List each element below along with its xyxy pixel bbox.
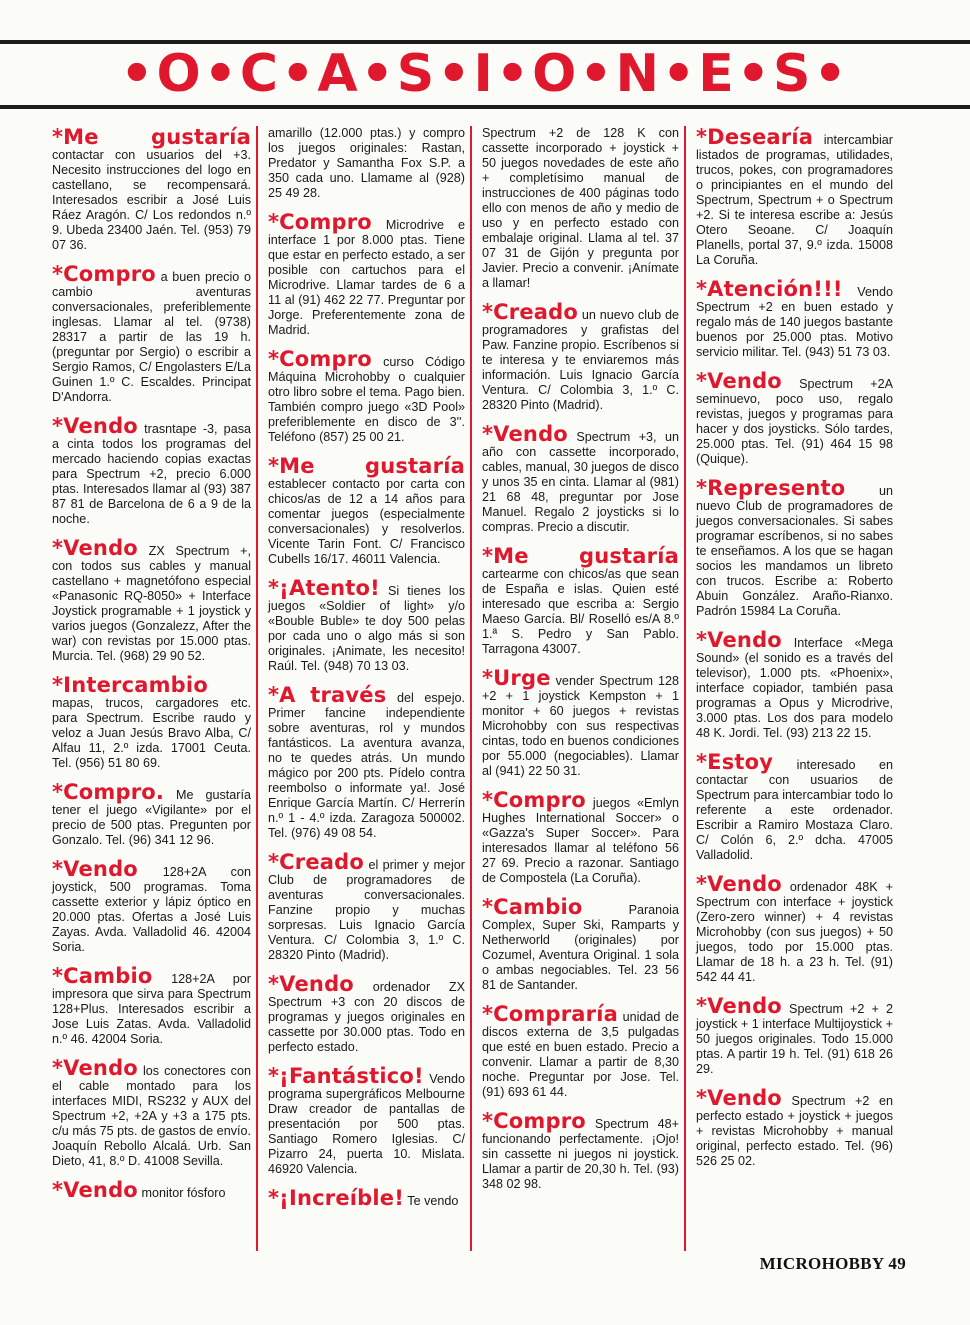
ad-text: un nuevo Club de programadores de juegos conversacionales. Si sabes programar escríbenos, si no sabes te enseñamos. A los que se hagan socios les mandamos un libreto con trucos. Escribe a: Roberto Abuin González. Araño-Rianxo. Padrón 15984 La Coruña. [696, 484, 893, 618]
classified-ad [482, 423, 679, 535]
classified-ad [482, 1003, 679, 1100]
classified-ad [268, 973, 465, 1055]
ad-keyword: *Vendo [696, 872, 782, 896]
ad-keyword: *Compro [268, 210, 372, 234]
classified-ad [696, 873, 893, 985]
classified-ad [696, 278, 893, 360]
ad-text: interesado en contactar con usuarios de Spectrum para intercambiar todo lo referente a este ordenador. Escribir a Ramiro Mostaza Claro. C/ Colón 6, 2.º dcha. 47005 Valladolid. [696, 758, 893, 862]
ad-text: del espejo. Primer fancine independiente sobre aventuras, rol y mundos fantásticos. La aventura avanza, no te quedes atrás. Un mundo mágico por 200 pts. Pídelo contra reembolso o informate ya!. José Enrique García Martín. C/ Herrerín n.º 1 - 4.º izda. Zaragoza 500002. Tel. (976) 49 08 54. [268, 691, 465, 840]
ad-keyword: *Compro. [52, 780, 165, 804]
classified-ad [52, 415, 251, 527]
ad-text: Vendo Spectrum +2 en buen estado y regalo más de 140 juegos bastante buenos por 25.000 ptas. Motivo servicio militar. Tel. (943) 51 73 03. [696, 285, 893, 359]
ad-keyword: *Me gustaría [268, 454, 465, 478]
ad-keyword: *Vendo [696, 1086, 782, 1110]
classified-ad [482, 789, 679, 886]
ad-text: Si tienes los juegos «Soldier of light» y/o «Bouble Buble» te doy 500 pelas por cada uno o algo más si son originales. ¡Animate, les necesito! Raúl. Tel. (948) 70 13 03. [268, 584, 465, 673]
ad-keyword: *Me gustaría [52, 126, 251, 149]
column-4 [686, 126, 898, 1251]
classified-ad [268, 126, 465, 201]
ad-text: 128+2A con joystick, 500 programas. Toma cassette exterior y lápiz óptico en 20.000 ptas. Ofertas a José Luis Zayas. Avda. Valladolid 46. 42004 Soria. [52, 865, 251, 954]
ad-keyword: *Compro [52, 262, 156, 286]
classified-ad [482, 301, 679, 413]
ad-keyword: *Compraría [482, 1002, 618, 1026]
classified-ad [268, 1065, 465, 1177]
ad-text: Spectrum +2 + 2 joystick + 1 interface Multijoystick + 50 juegos originales. Todo 15.000 ptas. A partir 19 h. Tel. (91) 618 26 29. [696, 1002, 893, 1076]
classified-ad [696, 126, 893, 268]
ad-keyword: *¡Increíble! [268, 1186, 405, 1210]
classified-ad [52, 1179, 251, 1201]
ad-text: contactar con usuarios del +3. Necesito instrucciones del logo en castellano, se recompensará. Interesados escribir a José Luis Ráez Aragón. C/ Los redondos n.º 9. Ubeda 23400 Jaén. Tel. (953) 79 07 36. [52, 148, 251, 252]
ad-text: ordenador ZX Spectrum +3 con 20 discos de programas y juegos originales en cassette por 30.000 ptas. Todo en perfecto estado. [268, 980, 465, 1054]
section-title: •O•C•A•S•I•O•N•E•S• [120, 44, 850, 104]
ad-text: curso Código Máquina Microhobby o cualquier otro libro sobre el tema. Pago bien. También compro juego «3D Pool» preferiblemente en disco de 3''. Teléfono (857) 25 00 21. [268, 355, 465, 444]
ad-text: a buen precio o cambio aventuras conversacionales, preferiblemente inglesas. Llamar al tel. (9738) 28317 a partir de las 19 h. (preguntar por Sergio) o escribir a Sergio Ramos, C/ Engolasters E/La Guinen 1.º C. Escaldes. Principat D'Andorra. [52, 270, 251, 404]
ad-text: cartearme con chicos/as que sean de España e islas. Quien esté interesado que escriba a: Sergio Maeso García. Bl/ Roselló es/A 8.º 1.ª S. Pedro y San Pablo. Tarragona 43007. [482, 567, 679, 656]
classified-ad [696, 995, 893, 1077]
ad-keyword: *Me gustaría [482, 544, 679, 568]
ad-keyword: *Cambio [52, 964, 153, 988]
ad-text: el primer y mejor Club de programadores de aventuras conversacionales. Fanzine propio y muchas sorpresas. Luis Ignacio García Ventura. C/ Colombia 3, 1.º C. 28320 Pinto (Madrid). [268, 858, 465, 962]
section-header [0, 46, 970, 102]
ad-text: Microdrive e interface 1 por 8.000 ptas. Tiene que estar en perfecto estado, a ser posible con cartuchos para el Microdrive. Llamar tardes de 6 a 11 al (91) 462 22 77. Preguntar por Jorge. Preferentemente zona de Madrid. [268, 218, 465, 337]
ad-text: los conectores con el cable montado para los interfaces MIDI, RS232 y AUX del Spectrum +2, +2A y +3 a 175 pts. c/u más 75 pts. de gastos de envío. Joaquín Rebollo Alcalá. Urb. San Dieto, 41, 8.º D. 41008 Sevilla. [52, 1064, 251, 1168]
ad-keyword: *Atención!!! [696, 277, 843, 301]
classified-ad [482, 667, 679, 779]
ad-text: Me gustaría tener el juego «Vigilante» por el precio de 500 ptas. Pregunten por Gonzalo. Tel. (96) 341 12 96. [52, 788, 251, 847]
ad-keyword: *Vendo [52, 414, 138, 438]
classified-ad [268, 684, 465, 841]
classified-ad [482, 1110, 679, 1192]
ad-text: Interface «Mega Sound» (el sonido es a través del televisor), 1.000 pts. «Phoenix», interface copiador, también pasa programas a Opus y Microdrive, 3.000 ptas. Los dos para modelo 48 K. Jordi. Tel. (93) 213 22 15. [696, 636, 893, 740]
ad-text: unidad de discos externa de 3,5 pulgadas que esté en buen estado. Precio a convenir. Llamar a partir de 8,30 noche. Preguntar por Jose. Tel. (91) 693 61 44. [482, 1010, 679, 1099]
classified-ad [482, 126, 679, 291]
classified-ad [696, 751, 893, 863]
classified-ad [696, 477, 893, 619]
ad-text: intercambiar listados de programas, utilidades, trucos, pokes, con programadores o principiantes en el mundo del Spectrum, Spectrum + o Spectrum +2. Si te interesa escribe a: Jesús Otero Seoane. C/ Joaquín Planells, portal 37, 9.º izda. 15008 La Coruña. [696, 133, 893, 267]
page-footer: MICROHOBBY 49 [759, 1254, 906, 1273]
column-2 [258, 126, 470, 1251]
classifieds-columns [44, 126, 916, 1251]
ad-keyword: *Intercambio [52, 673, 208, 697]
ad-keyword: *Compro [482, 1109, 586, 1133]
classified-ad [52, 781, 251, 848]
ad-text: monitor fósforo [137, 1186, 226, 1200]
classified-ad [52, 126, 251, 253]
classified-ad [482, 896, 679, 993]
classified-ad [696, 1087, 893, 1169]
ad-text: 128+2A por impresora que sirva para Spectrum 128+Plus. Interesados escribir a Jose Luis Zatas. Avda. Valladolid n.º 46. 42004 Soria. [52, 972, 251, 1046]
ad-keyword: *Vendo [696, 369, 782, 393]
ad-text: trasntape -3, pasa a cinta todos los programas del mercado haciendo copias exactas para Spectrum +2, precio 6.000 ptas. Interesados llamar al (93) 387 87 81 de Barcelona de 6 a 9 de la noche. [52, 422, 251, 526]
ad-keyword: *Creado [482, 300, 579, 324]
ad-keyword: *Vendo [52, 1178, 138, 1202]
ad-keyword: *Urge [482, 666, 551, 690]
ad-keyword: *Vendo [52, 536, 138, 560]
ad-keyword: *A través [268, 683, 387, 707]
ad-keyword: *¡Fantástico! [268, 1064, 424, 1088]
ad-text: Spectrum +2 de 128 K con cassette incorporado + joystick + 50 juegos novedades de este año + completísimo manual de instrucciones de 400 páginas todo ello con menos de año y medio de uso y en perfecto estado con embalaje original. Llama al tel. 37 07 31 de Gijón y pregunta por Javier. Precio a convenir. ¡Anímate a llamar! [482, 126, 679, 290]
classified-ad [52, 1057, 251, 1169]
classified-ad [268, 211, 465, 338]
ad-text: Vendo programa supergráficos Melbourne Draw creador de pantallas de presentación por 500 ptas. Santiago Romero Iglesias. C/ Pizarro 24, puerta 10. Mislata. 46920 Valencia. [268, 1072, 465, 1176]
ad-text: un nuevo club de programadores y grafistas del Paw. Fanzine propio. Escríbenos si te interesa y te enviaremos más información. Luis Ignacio García Ventura. C/ Colombia 3, 1.º C. 28320 Pinto (Madrid). [482, 308, 679, 412]
ad-keyword: *Compro [268, 347, 372, 371]
classified-ad [268, 577, 465, 674]
ad-keyword: *¡Atento! [268, 576, 380, 600]
classified-ad [696, 370, 893, 467]
ad-keyword: *Vendo [696, 628, 782, 652]
ad-keyword: *Creado [268, 850, 365, 874]
classified-ad [696, 629, 893, 741]
classified-ad [52, 263, 251, 405]
ad-text: vender Spectrum 128 +2 + 1 joystick Kempston + 1 monitor + 60 juegos + revistas Microhobby con sus respectivas cintas, todo en buenos condiciones por 55.000 (negociables). Llamar al (941) 22 50 31. [482, 674, 679, 778]
ad-keyword: *Vendo [52, 857, 138, 881]
ad-keyword: *Vendo [696, 994, 782, 1018]
classified-ad [268, 455, 465, 567]
ad-keyword: *Estoy [696, 750, 774, 774]
ad-text: Paranoia Complex, Super Ski, Ramparts y Netherworld (originales) por Cozumel, Aventura Original. 1 sola o ambas negociables. Tel. 23 56 81 de Santander. [482, 903, 679, 992]
ad-text: Te vendo [404, 1194, 459, 1208]
classified-ad [268, 851, 465, 963]
classified-ad [52, 674, 251, 771]
ad-keyword: *Compro [482, 788, 586, 812]
ad-keyword: *Vendo [482, 422, 568, 446]
classified-ad [52, 965, 251, 1047]
ad-keyword: *Vendo [52, 1056, 138, 1080]
classified-ad [52, 537, 251, 664]
classified-ad [482, 545, 679, 657]
ad-text: amarillo (12.000 ptas.) y compro los juegos originales: Rastan, Predator y Samantha Fox S.P. a 350 cada uno. Llamame al (928) 25 49 28. [268, 126, 465, 200]
ad-text: Spectrum +3, un año con cassette incorporado, cables, manual, 30 juegos de disco y unos 35 en cinta. Llamar al (981) 21 68 48, preguntar por Jose Manuel. Regalo 2 joysticks si lo compras. Precio a discutir. [482, 430, 679, 534]
classified-ad [268, 348, 465, 445]
ad-keyword: *Represento [696, 476, 846, 500]
ad-text: Spectrum 48+ funcionando perfectamente. ¡Ojo! sin cassette ni juegos ni joystick. Llamar a partir de 20,30 h. Tel. (93) 348 02 98. [482, 1117, 679, 1191]
ad-keyword: *Desearía [696, 126, 814, 149]
ad-text: juegos «Emlyn Hughes International Soccer» o «Gazza's Super Soccer». Para interesados llamar al teléfono 56 27 69. Precio a razonar. Santiago de Compostela (La Coruña). [482, 796, 679, 885]
ad-text: Spectrum +2 en perfecto estado + joystick + juegos + revistas Microhobby + manual original, perfecto estado. Tel. (96) 526 25 02. [696, 1094, 893, 1168]
column-1 [44, 126, 256, 1251]
ad-text: mapas, trucos, cargadores etc. para Spectrum. Escribe raudo y veloz a Juan Jesús Bravo Alba, C/ Alfau 11, 2.º izda. 17001 Ceuta. Tel. (956) 51 80 69. [52, 696, 251, 770]
ad-text: establecer contacto por carta con chicos/as de 12 a 14 años para comentar juegos (especialmente conversacionales) y resolverlos. Vicente Tarin Font. C/ Francisco Cubells 16/17. 46011 Valencia. [268, 477, 465, 566]
ad-keyword: *Cambio [482, 895, 583, 919]
ad-text: ZX Spectrum +, con todos sus cables y manual castellano + magnetófono especial «Panasonic RQ-8050» + Interface Joystick programable + 1 joystick y varios juegos (Gonzalezz, After the war) con revistas por 15.000 ptas. Murcia. Tel. (968) 29 90 52. [52, 544, 251, 663]
column-3 [472, 126, 684, 1251]
ad-keyword: *Vendo [268, 972, 354, 996]
classified-ad [52, 858, 251, 955]
ad-text: ordenador 48K + Spectrum con interface + joystick (Zero-zero winner) + 4 revistas Microhobby (con sus juegos) + 50 juegos, todo por 15.000 ptas. Llamar de 18 h. a 23 h. Tel. (91) 542 44 41. [696, 880, 893, 984]
classified-ad [268, 1187, 465, 1209]
ad-text: Spectrum +2A seminuevo, poco uso, regalo revistas, juegos y programas para hacer y dos joysticks. Sólo tardes, 25.000 ptas. Tel. (91) 464 15 98 (Quique). [696, 377, 893, 466]
header-bottom-rule [0, 105, 970, 109]
